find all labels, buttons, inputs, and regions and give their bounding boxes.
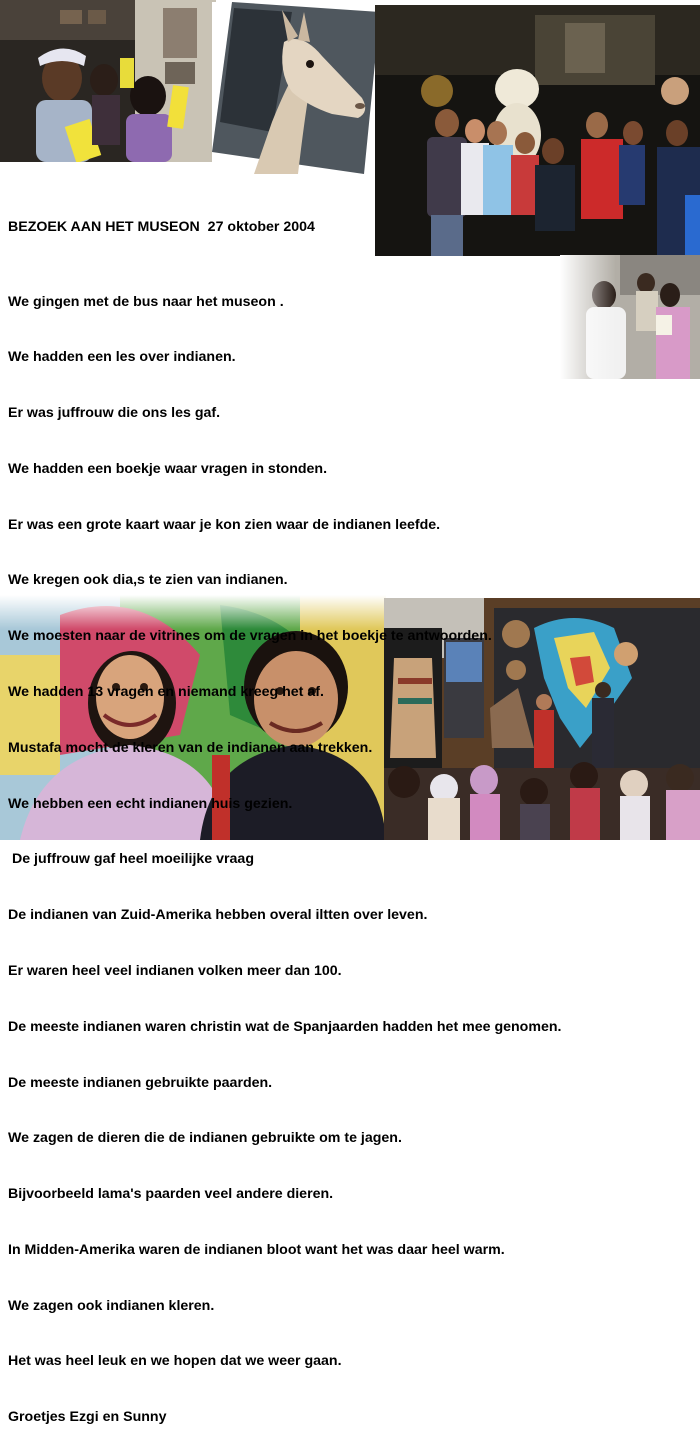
report-line: We zagen de dieren die de indianen gebruikte om te jagen. xyxy=(8,1130,402,1147)
photo-llama xyxy=(212,2,380,174)
report-line: Er waren heel veel indianen volken meer dan 100. xyxy=(8,962,342,979)
report-line: We hadden een les over indianen. xyxy=(8,349,236,366)
report-line: In Midden-Amerika waren de indianen bloot want het was daar heel warm. xyxy=(8,1241,505,1258)
report-line: Het was heel leuk en we hopen dat we weer gaan. xyxy=(8,1353,342,1370)
report-line: Bijvoorbeeld lama's paarden veel andere dieren. xyxy=(8,1186,334,1203)
report-line: We kregen ook dia,s te zien van indianen. xyxy=(8,572,288,589)
report-line: De meeste indianen gebruikte paarden. xyxy=(8,1074,273,1091)
report-line: De meeste indianen waren christin wat de Spanjaarden hadden het mee genomen. xyxy=(8,1018,562,1035)
report-line: De indianen van Zuid-Amerika hebben overal iltten over leven. xyxy=(8,907,428,924)
report-line: Mustafa mocht de kleren van de indianen aan trekken. xyxy=(8,739,373,756)
report-line: De juffrouw gaf heel moeilijke vraag xyxy=(8,851,254,868)
report-line: Er was juffrouw die ons les gaf. xyxy=(8,405,221,422)
report-line: Er was een grote kaart waar je kon zien waar de indianen leefde. xyxy=(8,516,441,533)
report-line: We gingen met de bus naar het museon . xyxy=(8,293,284,310)
report-line: We hadden een boekje waar vragen in stonden. xyxy=(8,460,328,477)
report-title: BEZOEK AAN HET MUSEON 27 oktober 2004 xyxy=(8,219,315,236)
report-text xyxy=(8,181,688,1445)
report-line: We zagen ook indianen kleren. xyxy=(8,1297,215,1314)
report-signature: Groetjes Ezgi en Sunny xyxy=(8,1409,167,1426)
report-line: We hebben een echt indianen huis gezien. xyxy=(8,795,293,812)
report-line: We moesten naar de vitrines om de vragen in het boekje te antwoorden. xyxy=(8,628,492,645)
report-line: We hadden 13 vragen en niemand kreeg het af. xyxy=(8,684,324,701)
photo-students-reading xyxy=(0,0,216,162)
